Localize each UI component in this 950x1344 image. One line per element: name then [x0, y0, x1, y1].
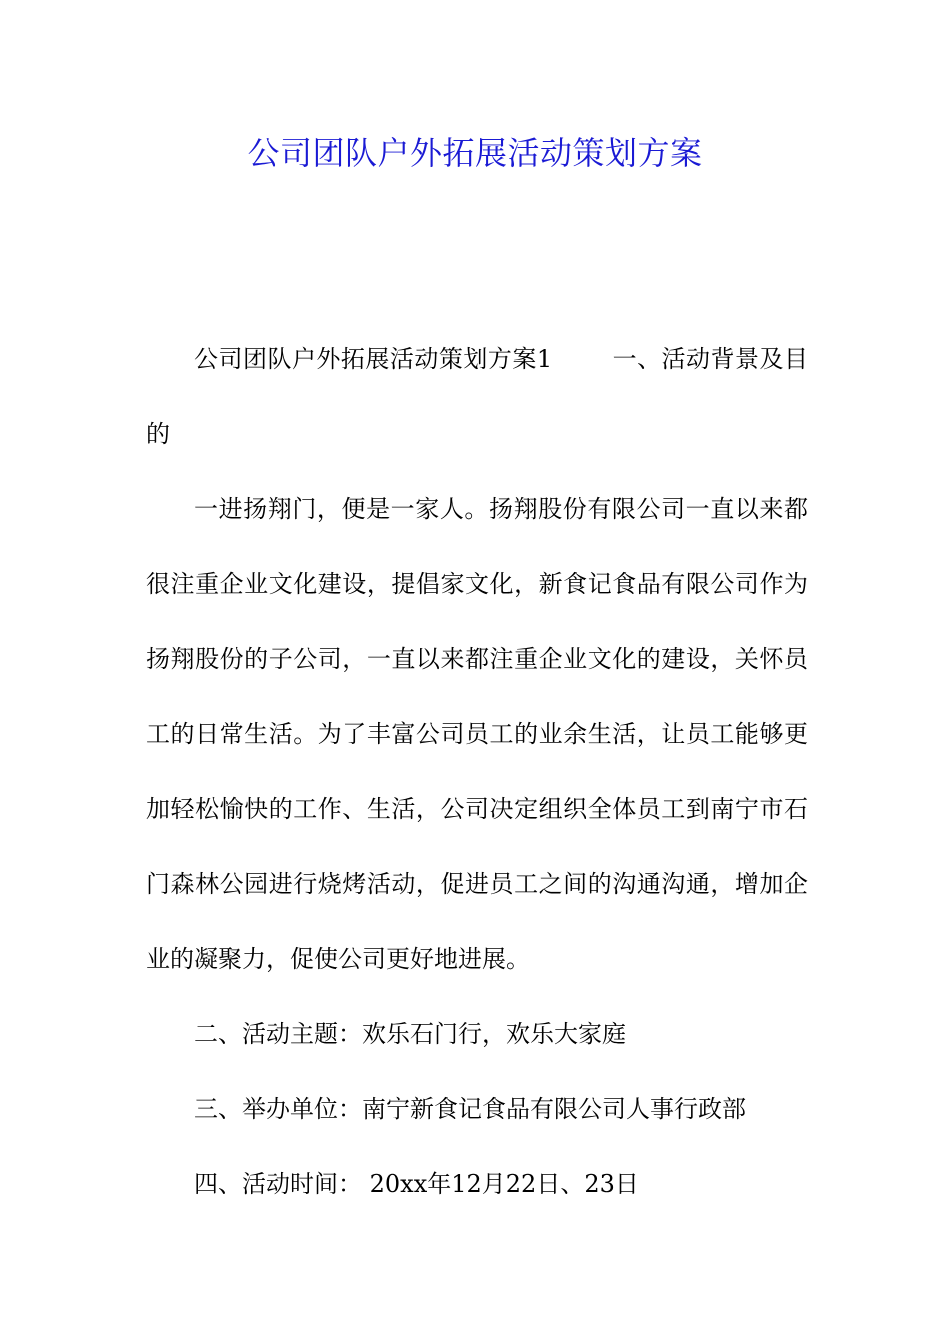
plan-heading: 公司团队户外拓展活动策划方案1	[194, 345, 553, 373]
paragraph-theme: 二、活动主题：欢乐石门行，欢乐大家庭	[194, 1020, 626, 1048]
paragraph-organizer: 三、举办单位：南宁新食记食品有限公司人事行政部	[194, 1095, 746, 1123]
section-background-heading: 一、活动背景及目的	[146, 345, 808, 448]
paragraph-time: 四、活动时间： 20xx年12月22日、23日	[194, 1170, 639, 1198]
document-body	[146, 322, 808, 1222]
paragraph-intro	[146, 322, 808, 472]
paragraph-background: 一进扬翔门，便是一家人。扬翔股份有限公司一直以来都很注重企业文化建设，提倡家文化，新食记食品有限公司作为扬翔股份的子公司，一直以来都注重企业文化的建设，关怀员工的日常生活。为了丰富公司员工的业余生活，让员工能够更加轻松愉快的工作、生活，公司决定组织全体员工到南宁市石门森林公园进行烧烤活动，促进员工之间的沟通沟通，增加企业的凝聚力，促使公司更好地进展。	[146, 495, 808, 973]
document-title: 公司团队户外拓展活动策划方案	[247, 134, 703, 172]
